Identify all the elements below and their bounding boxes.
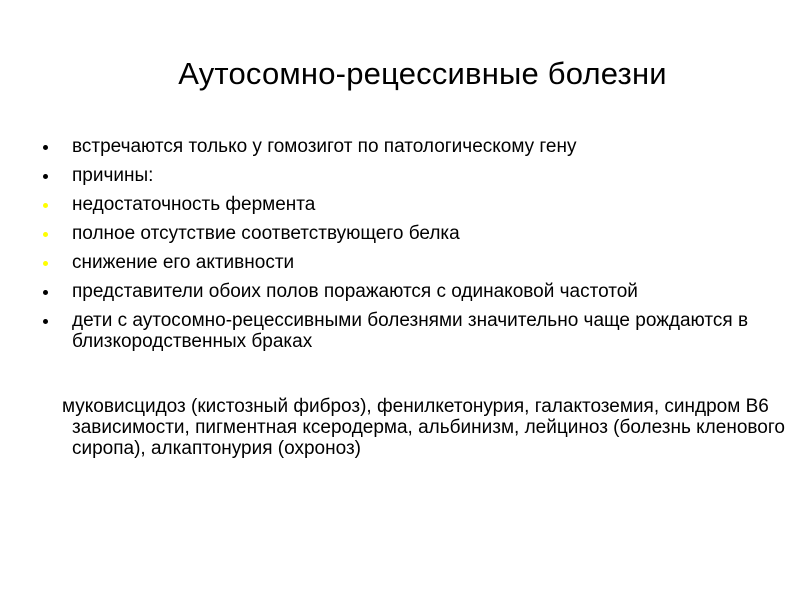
bullet-text: полное отсутствие соответствующего белка [72, 223, 460, 244]
bullet-dot-icon [43, 319, 48, 324]
disease-examples: муковисцидоз (кистозный фиброз), фенилкетонурия, галактоземия, синдром B6 зависимости, пигментная ксеродерма, альбинизм, лейциноз (болезнь кленового сиропа), алкаптонурия (охроноз) [62, 396, 785, 459]
bullet-text: представители обоих полов поражаются с одинаковой частотой [72, 281, 638, 302]
list-item [40, 136, 760, 157]
bullet-dot-icon [43, 232, 48, 237]
bullet-text: дети с аутосомно-рецессивными болезнями значительно чаще рождаются в близкородственных браках [72, 310, 749, 352]
bullet-dot-icon [43, 261, 48, 266]
bullet-text: недостаточность фермента [72, 194, 316, 215]
bullet-dot-icon [43, 203, 48, 208]
bullet-text: снижение его активности [72, 252, 295, 273]
bullet-list [40, 136, 760, 360]
bullet-text: причины: [72, 165, 154, 186]
list-item [40, 310, 760, 352]
bullet-dot-icon [43, 290, 48, 295]
bullet-text: встречаются только у гомозигот по патологическому гену [72, 136, 577, 157]
bullet-dot-icon [43, 145, 48, 150]
list-item [40, 223, 760, 244]
list-item [40, 194, 760, 215]
bullet-dot-icon [43, 174, 48, 179]
list-item [40, 252, 760, 273]
list-item [40, 165, 760, 186]
slide-title: Аутосомно-рецессивные болезни [178, 56, 667, 91]
list-item [40, 281, 760, 302]
